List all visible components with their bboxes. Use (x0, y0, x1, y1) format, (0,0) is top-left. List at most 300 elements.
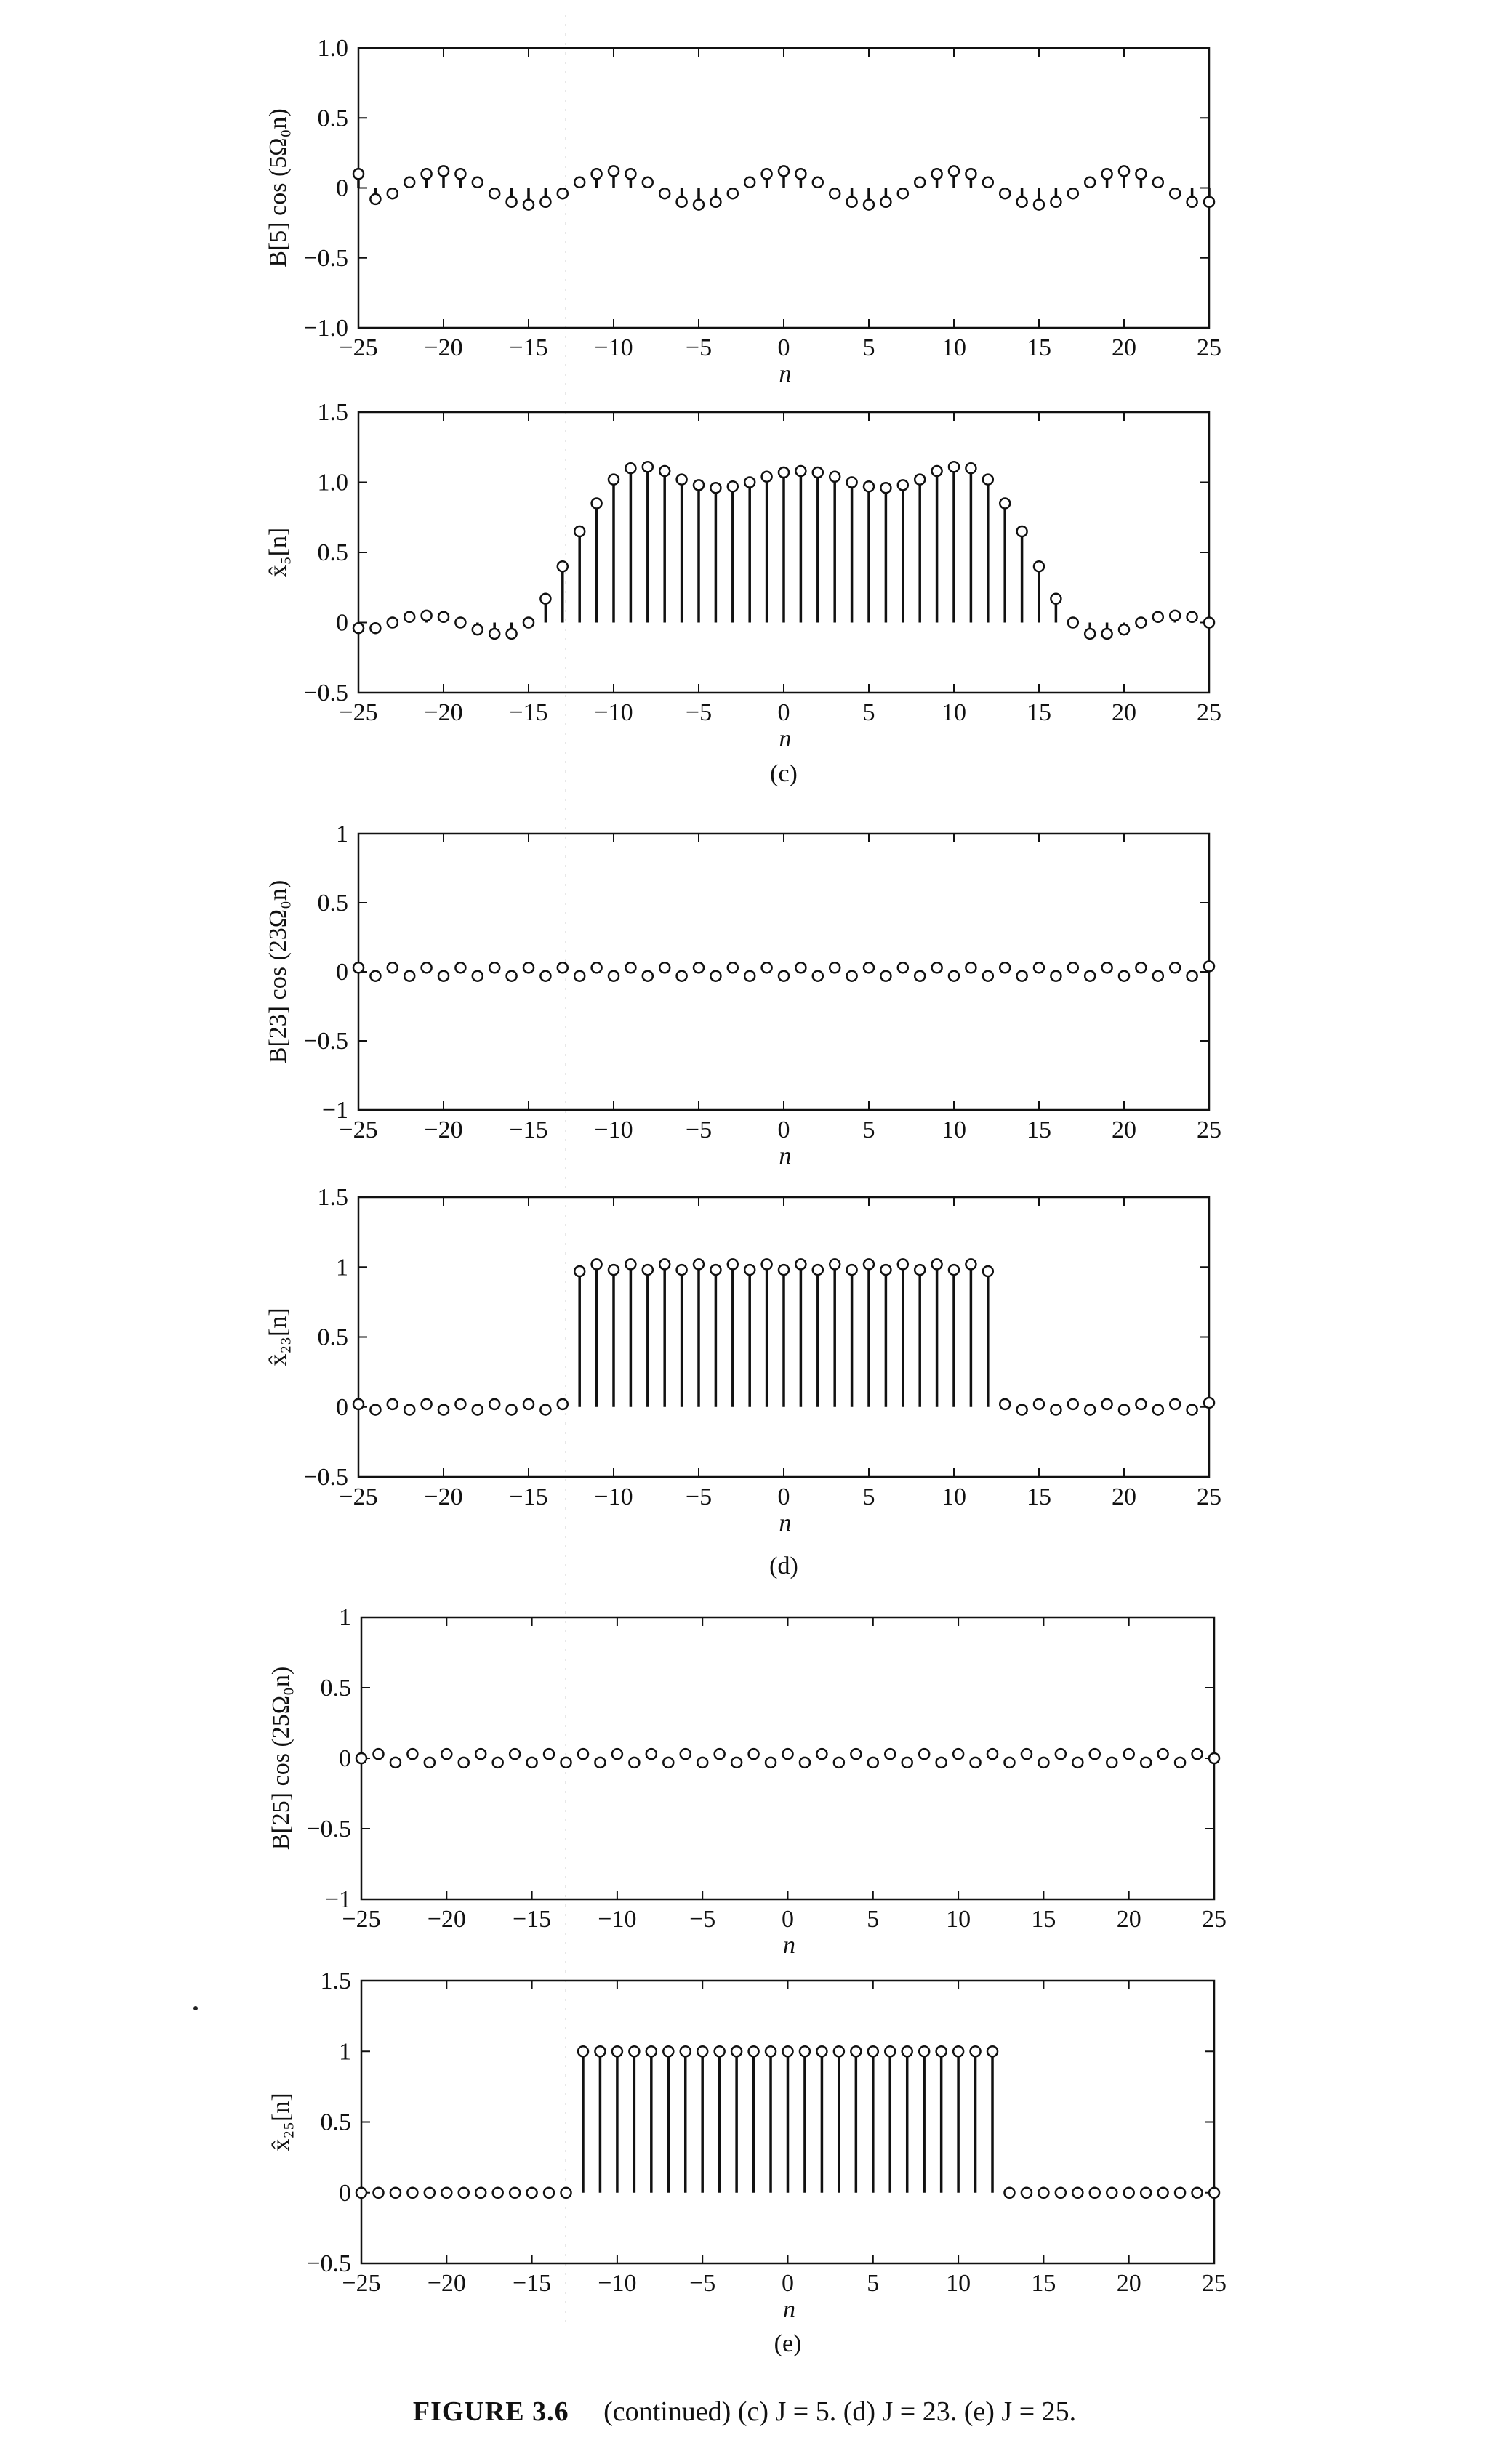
stem-marker (1017, 526, 1027, 536)
y-tick-label: 1.0 (317, 469, 348, 496)
stem-marker (697, 2046, 707, 2056)
y-tick-label: 0.5 (317, 1324, 348, 1351)
y-tick-label: 1 (336, 1254, 348, 1281)
stem-marker (388, 1399, 398, 1409)
stem-marker (1170, 188, 1180, 198)
stem-marker (558, 188, 568, 198)
stem-marker (1204, 961, 1214, 971)
stem-marker (558, 561, 568, 571)
stem-marker (609, 166, 619, 176)
y-axis-label: x̂₂₅[n] (268, 2093, 294, 2151)
stem-marker (441, 1749, 451, 1759)
x-tick-label: 20 (1112, 699, 1136, 726)
stem-marker (544, 2188, 554, 2198)
stem-marker (629, 2046, 639, 2056)
x-tick-label: −5 (685, 1483, 713, 1510)
y-tick-label: −1 (321, 1097, 348, 1124)
stem-marker (370, 971, 380, 981)
stem-marker (902, 2046, 912, 2056)
stem-marker (987, 2046, 998, 2056)
plot-4 (265, 1184, 1221, 1537)
caption-label: FIGURE 3.6 (412, 2396, 569, 2427)
stem-marker (885, 1749, 895, 1759)
x-tick-label: −20 (424, 334, 463, 361)
stem-marker (766, 2046, 776, 2056)
stem-marker (473, 971, 483, 981)
stem-marker (1187, 971, 1197, 981)
stem-marker (744, 177, 755, 188)
stem-marker (422, 962, 432, 973)
stem-marker (880, 1265, 891, 1275)
x-tick-label: 10 (946, 2270, 971, 2297)
x-tick-label: 5 (862, 1116, 875, 1143)
stem-marker (390, 2188, 401, 2198)
stem-marker (592, 962, 602, 973)
stem-marker (851, 1749, 861, 1759)
stem-marker (404, 612, 414, 622)
stem-marker (898, 188, 908, 198)
x-tick-label: −20 (427, 1906, 466, 1933)
stem-marker (390, 1758, 401, 1768)
stem-marker (612, 2046, 622, 2056)
stem-marker (728, 188, 738, 198)
stem-marker (915, 177, 925, 188)
stem-marker (1192, 2188, 1203, 2198)
stem-marker (455, 618, 465, 628)
y-tick-label: 0 (339, 1745, 351, 1772)
stem-marker (1153, 1405, 1163, 1415)
y-tick-label: 1 (339, 1604, 351, 1631)
stem-marker (744, 971, 755, 981)
x-tick-label: −10 (598, 1906, 637, 1933)
stem-marker (795, 962, 806, 973)
stem-marker (523, 200, 534, 210)
stem-marker (1000, 962, 1010, 973)
y-tick-label: −0.5 (306, 1816, 351, 1843)
stem-marker (987, 1749, 998, 1759)
stem-marker (1170, 611, 1180, 621)
stem-marker (578, 1749, 588, 1759)
x-tick-label: −10 (594, 699, 633, 726)
stem-marker (356, 2188, 366, 2198)
stem-marker (830, 962, 840, 973)
stem-marker (370, 623, 380, 633)
x-tick-label: −15 (509, 1483, 548, 1510)
stem-marker (353, 623, 364, 633)
stem-marker (574, 526, 585, 536)
x-tick-label: 10 (942, 1116, 966, 1143)
stem-marker (915, 475, 925, 485)
panel-label: (d) (769, 1553, 798, 1579)
stem-marker (370, 194, 380, 204)
stem-marker (422, 1399, 432, 1409)
stem-marker (1017, 197, 1027, 207)
stem-marker (983, 971, 993, 981)
stem-marker (1153, 612, 1163, 622)
x-tick-label: 0 (777, 1116, 790, 1143)
stem-marker (880, 197, 891, 207)
stem-marker (1136, 1399, 1146, 1409)
figure-caption (0, 2396, 1489, 2428)
stem-marker (1090, 1749, 1100, 1759)
x-axis-label: n (779, 725, 792, 752)
stem-marker (659, 466, 670, 476)
stem-marker (710, 483, 721, 493)
stem-marker (1124, 2188, 1134, 2198)
stem-marker (762, 1259, 772, 1269)
stem-marker (663, 2046, 673, 2056)
stem-marker (561, 1758, 571, 1768)
stem-marker (898, 480, 908, 490)
stem-marker (1004, 1758, 1014, 1768)
stem-marker (932, 466, 942, 476)
x-tick-label: −20 (424, 1116, 463, 1143)
stem-marker (1000, 1399, 1010, 1409)
stem-marker (710, 197, 721, 207)
stem-marker (1204, 618, 1214, 628)
x-tick-label: 25 (1202, 2270, 1227, 2297)
stem-marker (1175, 1758, 1185, 1768)
stem-marker (592, 498, 602, 508)
stem-marker (1187, 612, 1197, 622)
stem-marker (422, 169, 432, 179)
stem-marker (643, 177, 653, 188)
stem-marker (527, 2188, 537, 2198)
stem-marker (595, 1758, 605, 1768)
stem-marker (643, 1265, 653, 1275)
plot-5 (268, 1604, 1227, 1959)
y-tick-label: −0.5 (303, 1028, 348, 1055)
stem-marker (932, 169, 942, 179)
x-tick-label: 0 (782, 2270, 794, 2297)
stem-marker (425, 1758, 435, 1768)
stem-marker (983, 475, 993, 485)
panel-label: (e) (774, 2330, 802, 2357)
stem-marker (834, 1758, 844, 1768)
stem-marker (1102, 1399, 1112, 1409)
x-tick-label: 0 (777, 334, 790, 361)
stem-marker (1034, 1399, 1044, 1409)
stem-marker (677, 1265, 687, 1275)
stem-marker (1102, 169, 1112, 179)
stem-marker (864, 1259, 874, 1269)
stem-marker (574, 971, 585, 981)
x-tick-label: 5 (862, 334, 875, 361)
stem-marker (677, 197, 687, 207)
x-tick-label: 0 (777, 699, 790, 726)
stem-marker (1141, 1758, 1151, 1768)
plot-2 (265, 399, 1221, 752)
stem-marker (646, 2046, 657, 2056)
stem-marker (762, 962, 772, 973)
plot-3 (265, 821, 1221, 1169)
x-tick-label: 10 (942, 334, 966, 361)
stem-marker (558, 962, 568, 973)
y-tick-label: 1.5 (317, 399, 348, 426)
stem-marker (1038, 1758, 1048, 1768)
stem-marker (762, 472, 772, 482)
stem-marker (459, 2188, 469, 2198)
y-axis-label: B[25] cos (25Ω₀n) (268, 1666, 294, 1851)
x-tick-label: −10 (594, 1116, 633, 1143)
stem-marker (1034, 561, 1044, 571)
stem-marker (1068, 962, 1078, 973)
x-tick-label: −25 (342, 1906, 381, 1933)
stem-marker (425, 2188, 435, 2198)
stem-marker (694, 480, 704, 490)
x-axis-label: n (779, 1510, 792, 1537)
stem-marker (1068, 188, 1078, 198)
x-tick-label: −10 (598, 2270, 637, 2297)
stem-marker (625, 962, 635, 973)
y-tick-label: −0.5 (303, 680, 348, 706)
stem-marker (1051, 594, 1061, 604)
stem-marker (1068, 1399, 1078, 1409)
stem-marker (932, 1259, 942, 1269)
stem-marker (1141, 2188, 1151, 2198)
stem-marker (507, 197, 517, 207)
stem-marker (574, 177, 585, 188)
x-tick-label: −5 (685, 699, 713, 726)
stem-marker (475, 2188, 486, 2198)
stem-marker (1119, 1405, 1129, 1415)
x-tick-label: 0 (777, 1483, 790, 1510)
stem-marker (643, 971, 653, 981)
stem-marker (507, 629, 517, 639)
x-tick-label: −15 (509, 334, 548, 361)
stem-marker (407, 1749, 417, 1759)
stem-marker (507, 971, 517, 981)
stem-marker (1085, 1405, 1095, 1415)
y-tick-label: 1.5 (320, 1968, 351, 1994)
stem-marker (609, 475, 619, 485)
stem-marker (783, 2046, 793, 2056)
stem-marker (1022, 2188, 1032, 2198)
y-tick-label: 0 (336, 959, 348, 986)
stem-marker (966, 962, 976, 973)
stem-marker (915, 1265, 925, 1275)
stem-marker (1017, 1405, 1027, 1415)
stem-marker (1038, 2188, 1048, 2198)
stem-marker (830, 472, 840, 482)
stem-marker (540, 197, 550, 207)
stem-marker (1119, 166, 1129, 176)
y-tick-label: 0 (336, 174, 348, 202)
x-tick-label: −20 (427, 2270, 466, 2297)
x-tick-label: 15 (1027, 699, 1051, 726)
stem-marker (407, 2188, 417, 2198)
stem-marker (1017, 971, 1027, 981)
stem-marker (880, 483, 891, 493)
y-tick-label: 0 (336, 609, 348, 637)
stem-marker (749, 2046, 759, 2056)
stem-marker (1085, 177, 1095, 188)
stem-marker (800, 1758, 810, 1768)
stem-marker (1085, 629, 1095, 639)
stem-marker (489, 629, 499, 639)
stem-marker (795, 169, 806, 179)
stem-marker (438, 971, 449, 981)
stem-marker (966, 169, 976, 179)
stem-marker (1119, 971, 1129, 981)
stem-marker (388, 618, 398, 628)
stem-marker (475, 1749, 486, 1759)
x-tick-label: 20 (1112, 1116, 1136, 1143)
stem-marker (902, 1758, 912, 1768)
stem-marker (625, 1259, 635, 1269)
stem-marker (1004, 2188, 1014, 2198)
stem-marker (710, 971, 721, 981)
stem-marker (510, 1749, 520, 1759)
x-tick-label: 25 (1197, 1116, 1221, 1143)
x-tick-label: −5 (689, 1906, 716, 1933)
stem-marker (694, 200, 704, 210)
stem-marker (1204, 197, 1214, 207)
stem-marker (749, 1749, 759, 1759)
y-axis-label: B[5] cos (5Ω₀n) (265, 108, 292, 267)
stem-marker (1136, 618, 1146, 628)
stray-dot (193, 2006, 198, 2010)
stem-marker (609, 971, 619, 981)
stem-marker (489, 188, 499, 198)
stem-marker (847, 478, 857, 488)
y-tick-label: −0.5 (306, 2250, 351, 2277)
plot-6 (268, 1968, 1227, 2323)
x-tick-label: −25 (342, 2270, 381, 2297)
stem-marker (540, 1405, 550, 1415)
x-tick-label: −10 (594, 1483, 633, 1510)
stem-marker (731, 1758, 742, 1768)
stem-marker (800, 2046, 810, 2056)
x-tick-label: 0 (782, 1906, 794, 1933)
stem-marker (659, 962, 670, 973)
x-axis-label: n (783, 2296, 795, 2323)
y-tick-label: 1 (336, 821, 348, 847)
stem-marker (489, 962, 499, 973)
stem-marker (868, 1758, 878, 1768)
x-tick-label: −15 (513, 2270, 552, 2297)
x-axis-label: n (779, 1143, 792, 1169)
stem-marker (663, 1758, 673, 1768)
stem-marker (795, 1259, 806, 1269)
stem-marker (1170, 1399, 1180, 1409)
stem-marker (864, 962, 874, 973)
stem-marker (816, 1749, 827, 1759)
stem-marker (1187, 1405, 1197, 1415)
stem-marker (353, 1399, 364, 1409)
x-tick-label: 20 (1116, 2270, 1141, 2297)
y-axis-label: x̂₂₃[n] (265, 1308, 292, 1366)
y-tick-label: 1 (339, 2038, 351, 2066)
stem-marker (694, 1259, 704, 1269)
stem-marker (681, 1749, 691, 1759)
stem-marker (728, 1259, 738, 1269)
stem-marker (813, 971, 823, 981)
x-tick-label: −5 (689, 2270, 716, 2297)
stem-marker (813, 177, 823, 188)
y-axis-label: B[23] cos (23Ω₀n) (265, 879, 292, 1064)
stem-marker (694, 962, 704, 973)
stem-marker (404, 177, 414, 188)
stem-marker (473, 177, 483, 188)
stem-marker (455, 1399, 465, 1409)
y-tick-label: −1 (324, 1886, 351, 1913)
stem-marker (659, 1259, 670, 1269)
stem-marker (455, 962, 465, 973)
stem-marker (643, 462, 653, 472)
stem-marker (1158, 1749, 1168, 1759)
stem-marker (438, 612, 449, 622)
stem-marker (404, 1405, 414, 1415)
stem-marker (983, 1266, 993, 1276)
stem-marker (493, 2188, 503, 2198)
x-axis-label: n (779, 361, 792, 387)
stem-marker (473, 1405, 483, 1415)
x-tick-label: 15 (1027, 1116, 1051, 1143)
stem-marker (949, 971, 959, 981)
stem-marker (523, 618, 534, 628)
stem-marker (510, 2188, 520, 2198)
x-tick-label: −25 (339, 334, 378, 361)
stem-marker (816, 2046, 827, 2056)
stem-marker (1102, 962, 1112, 973)
y-tick-label: 0 (339, 2179, 351, 2207)
y-tick-label: −0.5 (303, 1464, 348, 1491)
stem-marker (681, 2046, 691, 2056)
stem-marker (1187, 197, 1197, 207)
stem-marker (1209, 2188, 1219, 2198)
stem-marker (523, 1399, 534, 1409)
x-tick-label: −5 (685, 334, 713, 361)
stem-marker (1136, 169, 1146, 179)
stem-marker (629, 1758, 639, 1768)
stem-marker (919, 1749, 929, 1759)
stem-marker (1051, 1405, 1061, 1415)
stem-marker (779, 971, 789, 981)
x-tick-label: 5 (867, 2270, 880, 2297)
stem-marker (830, 188, 840, 198)
stem-marker (677, 475, 687, 485)
stem-marker (540, 594, 550, 604)
stem-marker (1068, 618, 1078, 628)
stem-marker (919, 2046, 929, 2056)
stem-marker (1192, 1749, 1203, 1759)
stem-marker (885, 2046, 895, 2056)
x-tick-label: −10 (594, 334, 633, 361)
stem-marker (1153, 971, 1163, 981)
stem-marker (1209, 1753, 1219, 1763)
stem-marker (830, 1259, 840, 1269)
stem-marker (744, 478, 755, 488)
stem-marker (1072, 2188, 1083, 2198)
stem-marker (373, 2188, 383, 2198)
stem-marker (527, 1758, 537, 1768)
x-tick-label: 5 (862, 1483, 875, 1510)
x-tick-label: 15 (1027, 1483, 1051, 1510)
stem-marker (966, 463, 976, 473)
stem-marker (1158, 2188, 1168, 2198)
stem-marker (966, 1259, 976, 1269)
stem-marker (1034, 962, 1044, 973)
x-tick-label: 15 (1031, 1906, 1056, 1933)
stem-marker (1204, 1398, 1214, 1408)
stem-marker (715, 1749, 725, 1759)
panel-label: (c) (770, 760, 798, 787)
stem-marker (1051, 971, 1061, 981)
stem-marker (1124, 1749, 1134, 1759)
stem-marker (1119, 624, 1129, 635)
x-tick-label: 25 (1197, 699, 1221, 726)
